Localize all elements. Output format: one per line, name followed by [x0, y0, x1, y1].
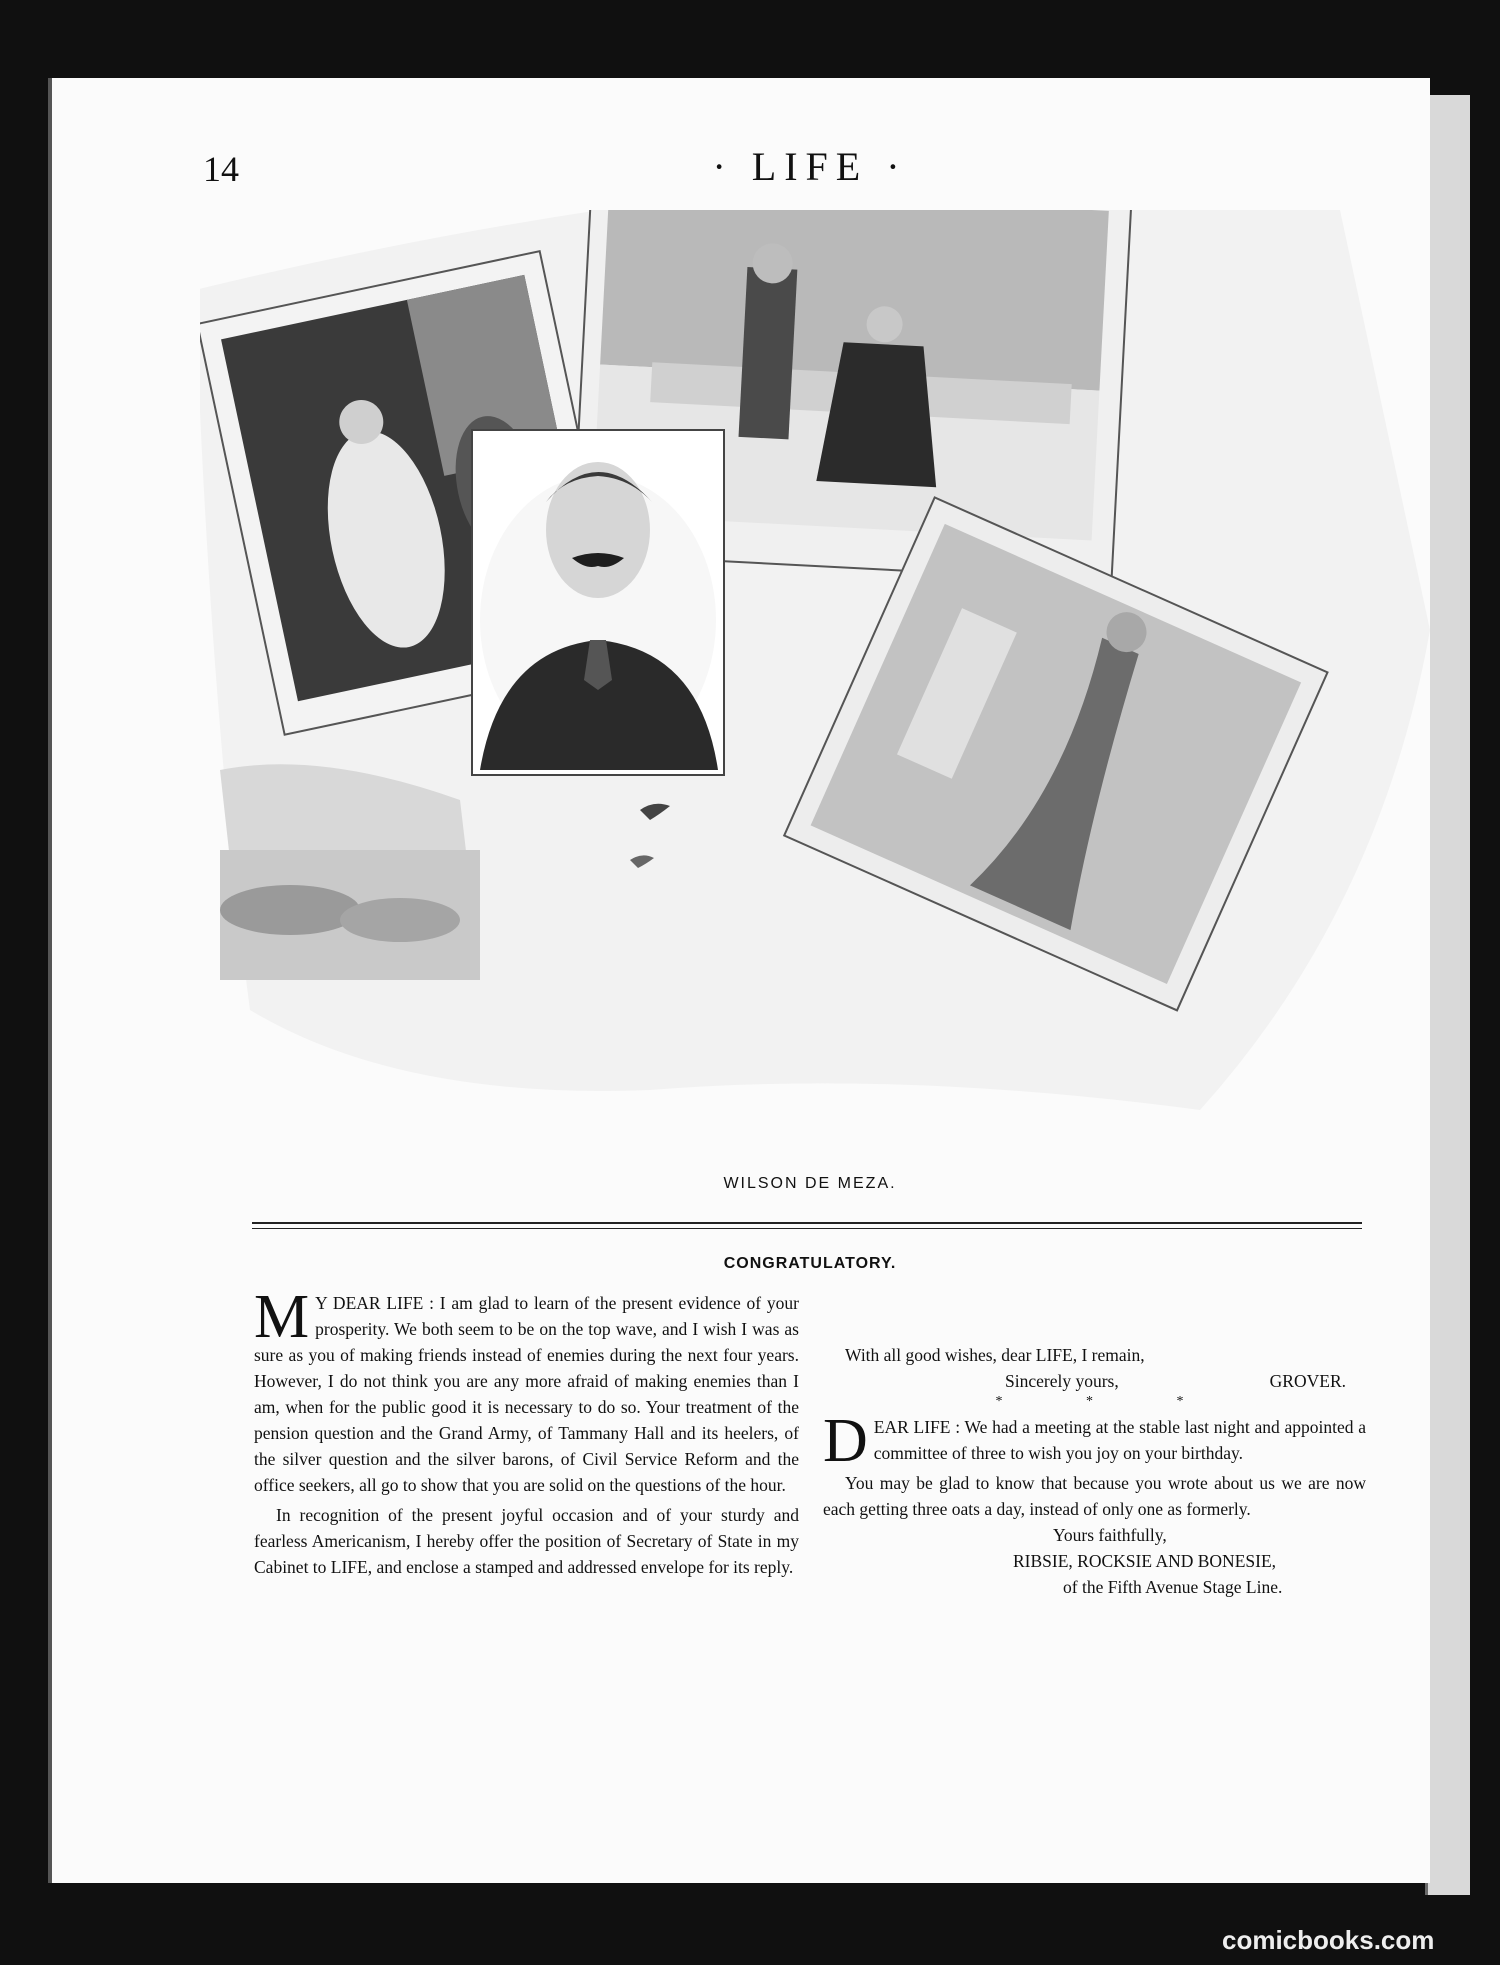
letter1-signoff	[823, 1368, 1366, 1394]
letter1-signature: GROVER.	[1269, 1371, 1346, 1391]
letter2-paragraph-2: You may be glad to know that because you wrote about us we are now each getting three oats a day, instead of only one as formerly.	[823, 1473, 1366, 1519]
illustration-caption: WILSON DE MEZA.	[723, 1175, 897, 1192]
letter1-closing: Sincerely yours,	[1005, 1371, 1119, 1391]
letter1-paragraph-3: With all good wishes, dear LIFE, I remain,	[845, 1345, 1145, 1365]
section-rule-thin	[252, 1228, 1362, 1229]
article-column-left	[254, 1283, 799, 1580]
letter1-paragraph-2: In recognition of the present joyful occasion and of your sturdy and fearless Americanism, I hereby offer the position of Secretary of State in my Cabinet to LIFE, and enclose a stamped and addressed envelope for its reply.	[254, 1505, 799, 1577]
letter2-signature: RIBSIE, ROCKSIE AND BONESIE,	[1013, 1551, 1277, 1571]
letter1-paragraph-1	[254, 1283, 799, 1498]
letter2-text-1: EAR LIFE : We had a meeting at the stable last night and appointed a committee of three to wish you joy on your birthday.	[873, 1417, 1366, 1463]
masthead: · LIFE ·	[712, 144, 908, 189]
page-number: 14	[203, 149, 239, 189]
drop-cap-d: D	[823, 1407, 868, 1475]
letter2-closing: Yours faithfully,	[1053, 1525, 1167, 1545]
fairy-vignette	[220, 850, 480, 980]
article-column-right	[823, 1290, 1366, 1600]
drop-cap: M	[254, 1283, 310, 1351]
letter1-text-1: Y DEAR LIFE : I am glad to learn of the present evidence of your prosperity. We both seem to be on the top wave, and I wish I was as sure as you of making friends instead of enemies during the next four years. However, I do not think you are any more afraid of making enemies than I am, when for the public good it is necessary to do so. Your treatment of the pension question and the Grand Army, of Tammany Hall and its heelers, of the silver question and the silver barons, of Civil Service Reform and the office seekers, all go to show that you are solid on the questions of the hour.	[254, 1293, 799, 1495]
illustration-collage	[200, 210, 1440, 1140]
site-watermark: comicbooks.com	[1222, 1925, 1435, 1955]
letter2-affiliation: of the Fifth Avenue Stage Line.	[1063, 1577, 1283, 1597]
section-rule	[252, 1222, 1362, 1224]
separator-stars: * * *	[995, 1394, 1224, 1409]
portrait-card	[472, 430, 724, 775]
article-title: CONGRATULATORY.	[723, 1255, 897, 1272]
letter2-paragraph-1	[823, 1407, 1366, 1475]
